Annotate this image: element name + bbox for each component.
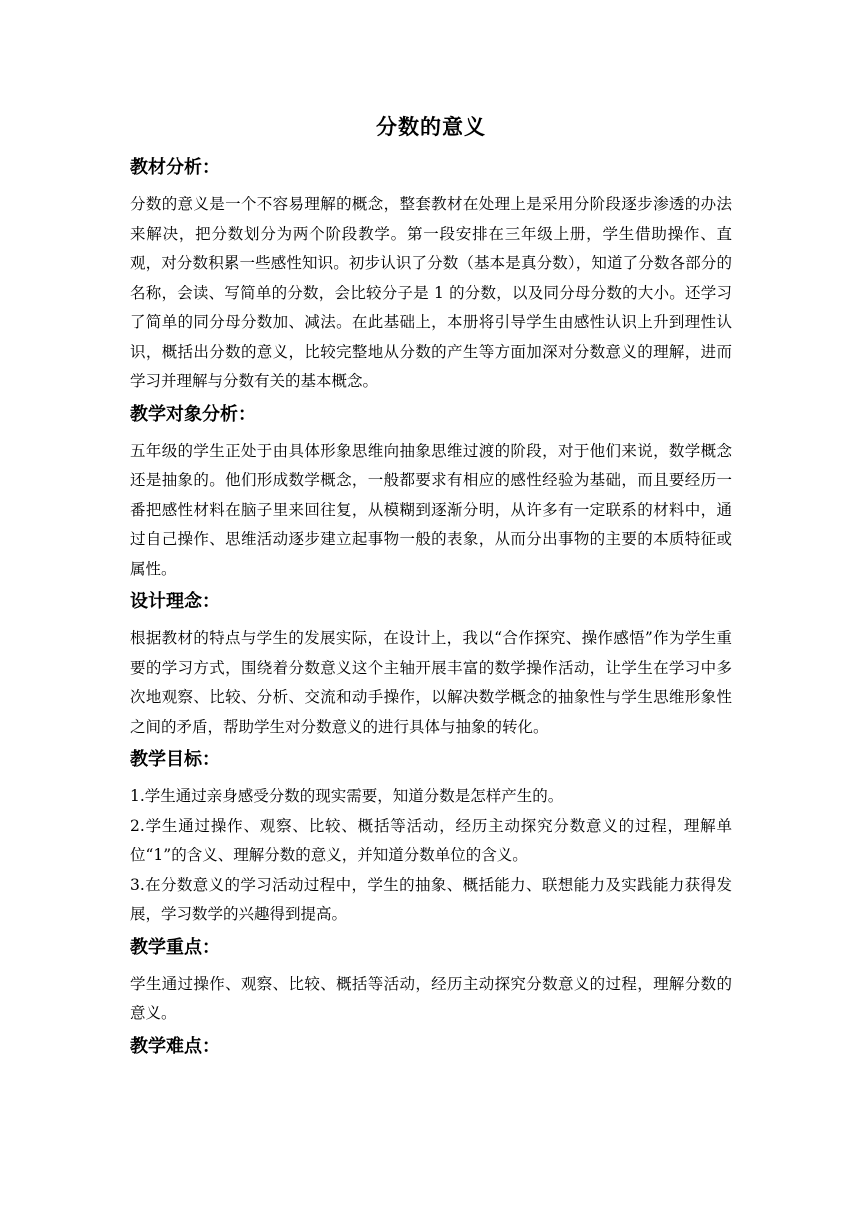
section-key-points [130,934,732,1029]
goals-list [130,782,732,930]
section-paragraph: 五年级的学生正处于由具体形象思维向抽象思维过渡的阶段，对于他们来说，数学概念还是抽象的。他们形成数学概念，一般都要求有相应的感性经验为基础，而且要经历一番把感性材料在脑子里来回往复，从模糊到逐渐分明，从许多有一定联系的材料中，通过自己操作、思维活动逐步建立起事物一般的表象，从而分出事物的主要的本质特征或属性。 [130,441,732,578]
section-teaching-goals [130,746,732,930]
list-item: 3.在分数意义的学习活动过程中，学生的抽象、概括能力、联想能力及实践能力获得发展，学习数学的兴趣得到提高。 [130,875,732,923]
section-paragraph: 分数的意义是一个不容易理解的概念，整套教材在处理上是采用分阶段逐步渗透的办法来解决，把分数划分为两个阶段教学。第一段安排在三年级上册，学生借助操作、直观，对分数积累一些感性知识。初步认识了分数（基本是真分数），知道了分数各部分的名称，会读、写简单的分数，会比较分子是 1 的分数，以及同分母分数的大小。还学习了简单的同分母分数加、减法。在此基础上，本册将引导学生由感性认识上升到理性认识，概括出分数的意义，比较完整地从分数的产生等方面加深对分数意义的理解，进而学习并理解与分数有关的基本概念。 [130,195,732,390]
section-student-analysis [130,401,732,585]
section-design-concept [130,588,732,742]
section-paragraph: 学生通过操作、观察、比较、概括等活动，经历主动探究分数意义的过程，理解分数的意义。 [130,974,732,1022]
section-heading: 教材分析： [130,157,220,178]
section-difficulties [130,1033,732,1061]
document-body [130,112,732,1069]
list-item: 1.学生通过亲身感受分数的现实需要，知道分数是怎样产生的。 [130,787,564,805]
section-heading: 教学对象分析： [130,403,256,425]
list-item: 2.学生通过操作、观察、比较、概括等活动，经历主动探究分数意义的过程，理解单位“1”的含义、理解分数的意义，并知道分数单位的含义。 [130,816,732,864]
section-heading: 教学重点： [130,936,220,958]
section-textbook-analysis [130,154,732,397]
section-heading: 设计理念： [130,591,220,612]
section-heading: 教学难点： [130,1035,220,1057]
section-paragraph: 根据教材的特点与学生的发展实际，在设计上，我以“合作探究、操作感悟”作为学生重要的学习方式，围绕着分数意义这个主轴开展丰富的数学操作活动，让学生在学习中多次地观察、比较、分析、交流和动手操作，以解决数学概念的抽象性与学生思维形象性之间的矛盾，帮助学生对分数意义的进行具体与抽象的转化。 [130,629,732,736]
document-title: 分数的意义 [376,115,486,139]
section-heading: 教学目标： [130,749,220,770]
